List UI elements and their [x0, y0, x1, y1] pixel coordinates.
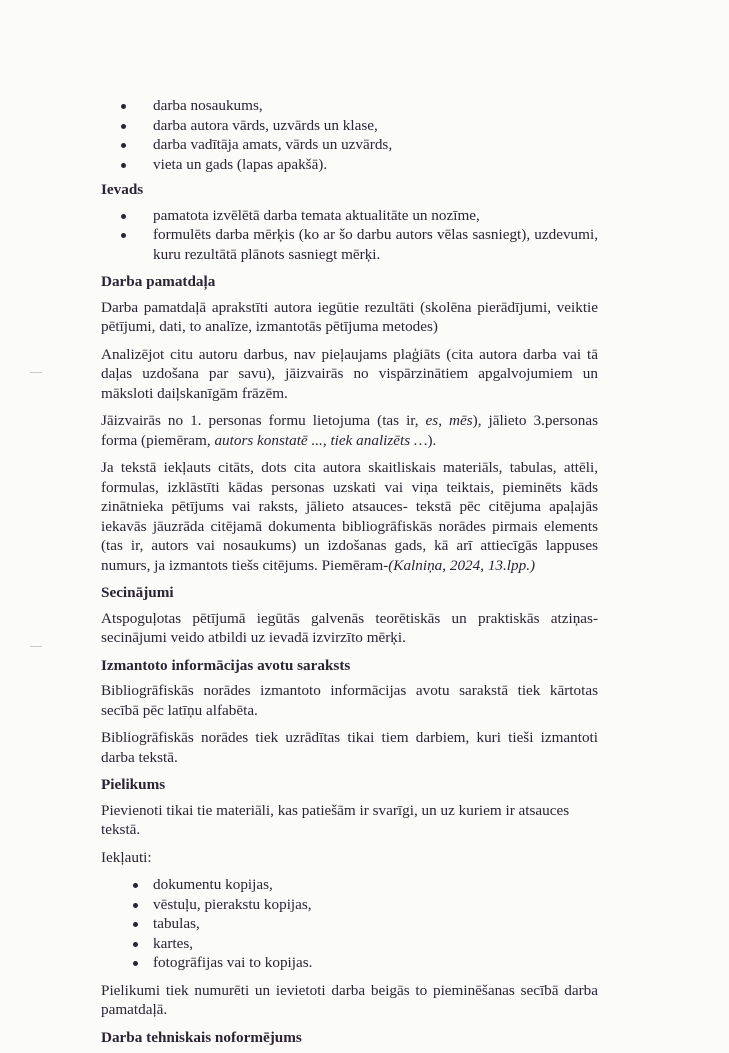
list-item: kartes,: [101, 934, 598, 954]
text-italic: autors konstatē ..., tiek analizēts …: [214, 431, 428, 449]
list-item: darba autora vārds, uzvārds un klase,: [101, 116, 598, 136]
paragraph: Bibliogrāfiskās norādes izmantoto informācijas avotu sarakstā tiek kārtotas secībā pēc latīņu alfabēta.: [101, 682, 598, 719]
list-item: fotogrāfijas vai to kopijas.: [101, 953, 598, 973]
list-item: vēstuļu, pierakstu kopijas,: [101, 895, 598, 915]
paragraph: [101, 411, 598, 450]
list-item: vieta un gads (lapas apakšā).: [101, 155, 598, 175]
list-item: darba nosaukums,: [101, 96, 598, 116]
title-page-list: [101, 96, 598, 174]
text: ,: [438, 412, 450, 429]
citation-example: (Kalniņa, 2024, 13.lpp.): [388, 556, 536, 574]
list-item: tabulas,: [101, 914, 598, 934]
heading-ievads: Ievads: [101, 181, 144, 198]
paragraph: Pievienoti tikai tie materiāli, kas patiešām ir svarīgi, un uz kuriem ir atsauces tekstā.: [101, 801, 570, 838]
paragraph: Iekļauti:: [101, 848, 152, 866]
scan-artifact: [30, 646, 42, 647]
scan-artifact: [30, 372, 42, 373]
list-item: formulēts darba mērķis (ko ar šo darbu autors vēlas sasniegt), uzdevumi, kuru rezultātā plānots sasniegt mērķi.: [101, 225, 598, 264]
paragraph: Bibliogrāfiskās norādes tiek uzrādītas tikai tiem darbiem, kuri tieši izmantoti darba tekstā.: [101, 729, 598, 766]
text-italic: mēs: [449, 412, 473, 429]
paragraph: Analizējot citu autoru darbus, nav pieļaujams plaģiāts (cita autora darba vai tā daļas uzdošana par savu), jāizvairās no vispārzinātiem apgalvojumiem un māksloti daiļskanīgām frāzēm.: [101, 345, 598, 402]
document-page: [101, 96, 598, 1053]
paragraph: [101, 458, 598, 575]
paragraph: Pielikumi tiek numurēti un ievietoti darba beigās to pieminēšanas secībā darba pamatdaļā.: [101, 981, 598, 1018]
text: Jāizvairās no 1. personas formu lietojuma (tas ir,: [101, 412, 426, 429]
text: Ja tekstā iekļauts citāts, dots cita autora skaitliskais materiāls, tabulas, attēli, formulas, izklāstīti kādas personas uzskati vai viņa teiktais, pieminēts kāds zinātnieka pētījums vai raksts, jālieto atsauces- tekstā pēc citējuma apaļajās iekavās jāuzrāda citējamā dokumenta bibliogrāfiskās norādes pirmais elements (tas ir, autors vai nosaukums) un izdošanas gads, kā arī attiecīgās lappuses numurs, ja izmantots tiešs citējums. Piemēram-: [101, 459, 598, 574]
text: ).: [427, 431, 437, 449]
heading-pielikums: Pielikums: [101, 776, 166, 793]
text-italic: es: [425, 412, 439, 429]
list-item: pamatota izvēlētā darba temata aktualitāte un nozīme,: [101, 206, 598, 226]
heading-secinajumi: Secinājumi: [101, 584, 174, 601]
list-item: dokumentu kopijas,: [101, 875, 598, 895]
list-item: darba vadītāja amats, vārds un uzvārds,: [101, 135, 598, 155]
text: ), jālieto 3.personas forma (piemēram,: [101, 412, 599, 449]
heading-avoti: Izmantoto informācijas avotu saraksts: [101, 656, 351, 674]
paragraph: Darba pamatdaļā aprakstīti autora iegūtie rezultāti (skolēna pierādījumi, veiktie pētījumi, dati, to analīze, izmantotās pētījuma metodes): [101, 298, 598, 335]
ievads-list: [101, 206, 598, 265]
pielikums-list: [101, 875, 598, 973]
heading-noformejums: Darba tehniskais noformējums: [101, 1028, 302, 1046]
heading-pamatdala: Darba pamatdaļa: [101, 273, 216, 290]
paragraph: Atspoguļotas pētījumā iegūtās galvenās teorētiskās un praktiskās atziņas- secinājumi veido atbildi uz ievadā izvirzīto mērķi.: [101, 609, 598, 646]
